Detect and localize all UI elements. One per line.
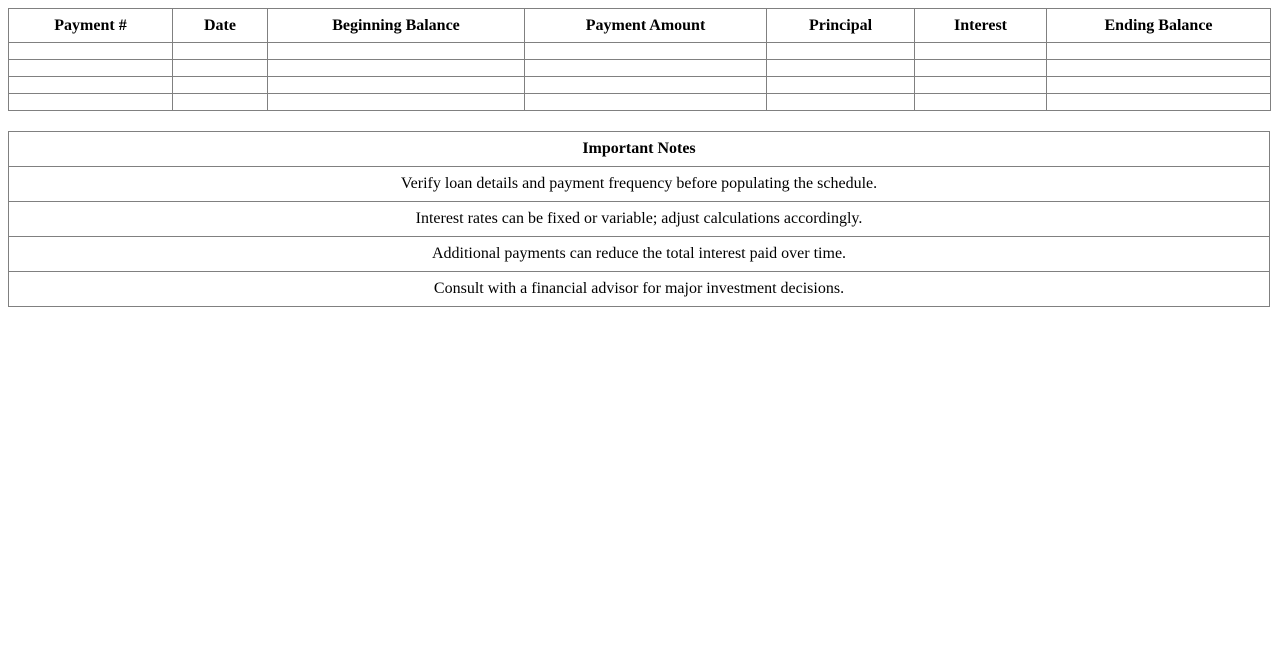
cell-principal [767, 94, 915, 111]
header-date: Date [173, 9, 268, 43]
cell-beginning-balance [268, 94, 525, 111]
header-beginning-balance: Beginning Balance [268, 9, 525, 43]
note-row [9, 237, 1270, 272]
cell-ending-balance [1047, 77, 1271, 94]
note-row [9, 272, 1270, 307]
note-row [9, 202, 1270, 237]
cell-ending-balance [1047, 60, 1271, 77]
header-interest: Interest [915, 9, 1047, 43]
header-payment-number: Payment # [9, 9, 173, 43]
cell-payment-number [9, 77, 173, 94]
note-item: Additional payments can reduce the total interest paid over time. [9, 237, 1270, 272]
cell-interest [915, 94, 1047, 111]
cell-date [173, 60, 268, 77]
note-row [9, 167, 1270, 202]
cell-ending-balance [1047, 43, 1271, 60]
notes-header-row [9, 132, 1270, 167]
cell-principal [767, 77, 915, 94]
header-payment-amount: Payment Amount [525, 9, 767, 43]
cell-principal [767, 43, 915, 60]
cell-payment-amount [525, 94, 767, 111]
header-ending-balance: Ending Balance [1047, 9, 1271, 43]
cell-principal [767, 60, 915, 77]
cell-ending-balance [1047, 94, 1271, 111]
header-principal: Principal [767, 9, 915, 43]
cell-date [173, 94, 268, 111]
schedule-header-row [9, 9, 1271, 43]
note-item: Interest rates can be fixed or variable; adjust calculations accordingly. [9, 202, 1270, 237]
cell-date [173, 77, 268, 94]
important-notes-table [8, 131, 1270, 307]
cell-payment-number [9, 43, 173, 60]
table-row [9, 77, 1271, 94]
cell-date [173, 43, 268, 60]
table-row [9, 60, 1271, 77]
cell-payment-number [9, 60, 173, 77]
cell-payment-amount [525, 60, 767, 77]
cell-interest [915, 43, 1047, 60]
cell-beginning-balance [268, 77, 525, 94]
notes-title: Important Notes [9, 132, 1270, 167]
cell-payment-amount [525, 77, 767, 94]
cell-interest [915, 77, 1047, 94]
table-row [9, 43, 1271, 60]
amortization-schedule-table [8, 8, 1271, 111]
cell-beginning-balance [268, 43, 525, 60]
cell-payment-amount [525, 43, 767, 60]
cell-payment-number [9, 94, 173, 111]
cell-beginning-balance [268, 60, 525, 77]
note-item: Consult with a financial advisor for major investment decisions. [9, 272, 1270, 307]
table-row [9, 94, 1271, 111]
note-item: Verify loan details and payment frequency before populating the schedule. [9, 167, 1270, 202]
cell-interest [915, 60, 1047, 77]
